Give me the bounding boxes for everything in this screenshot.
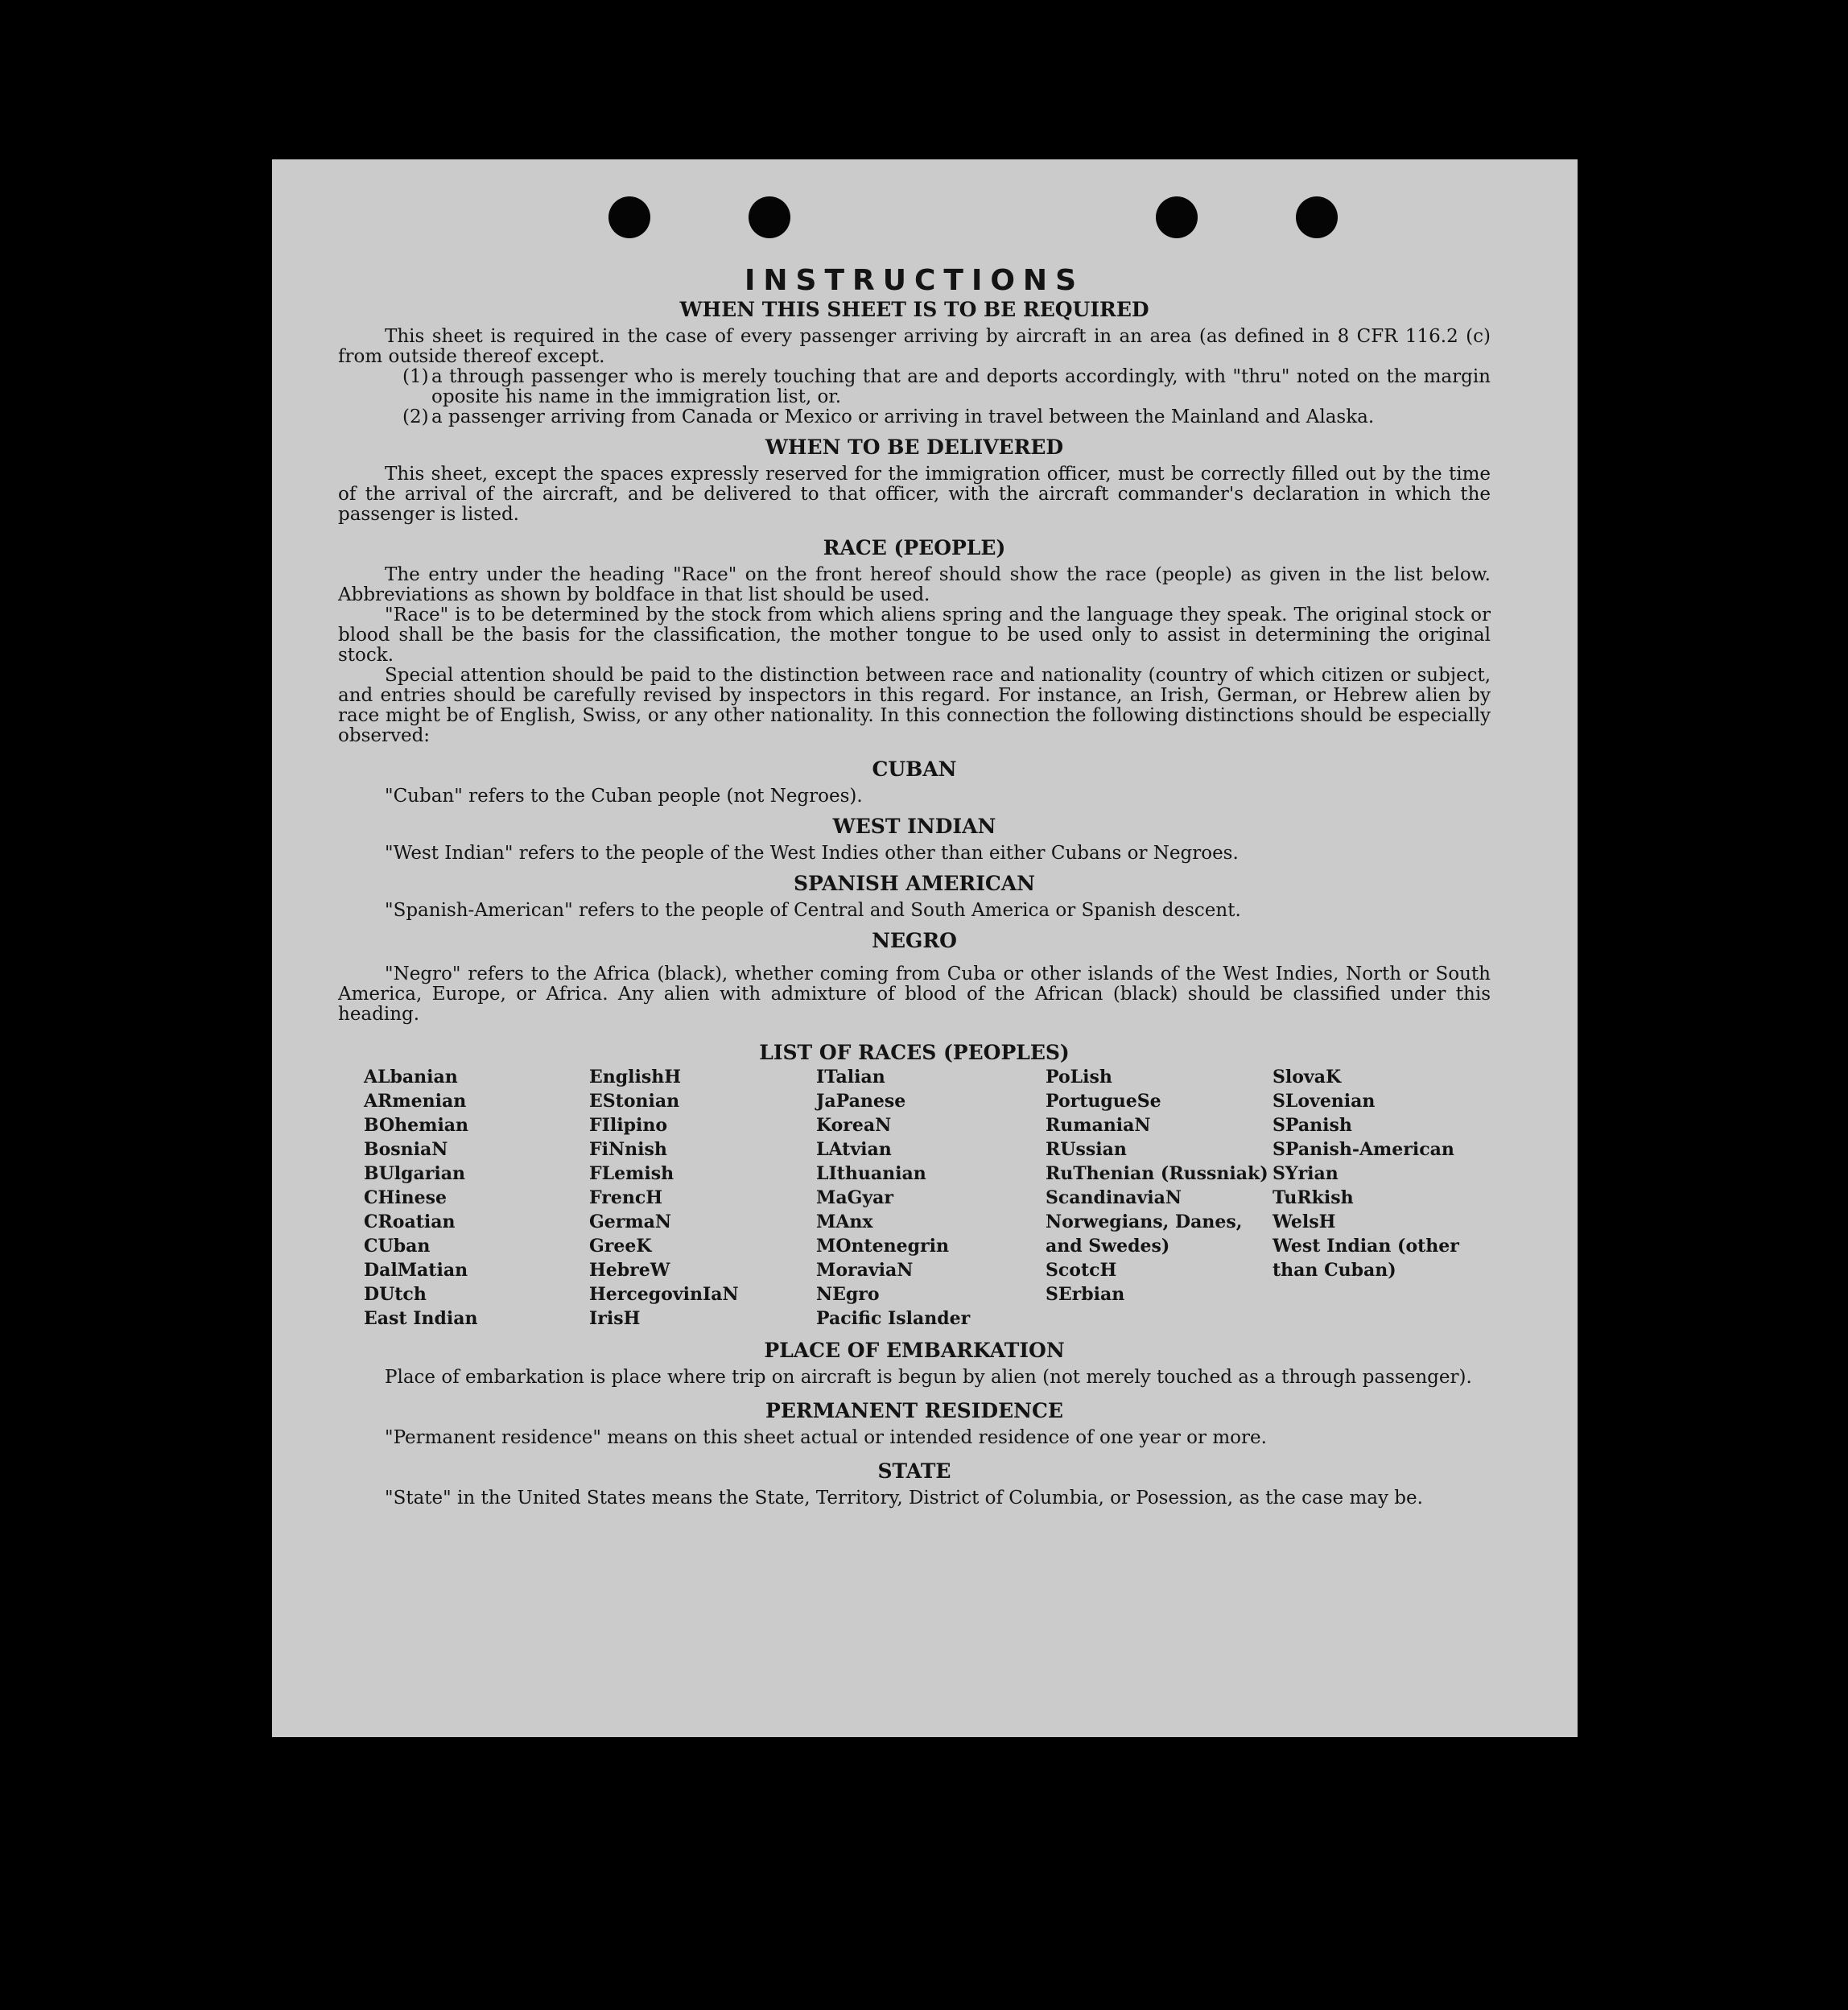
- race-entry: PoLish: [1046, 1067, 1112, 1088]
- race-entry: HebreW: [589, 1260, 670, 1281]
- races-column-5: [1273, 1065, 1482, 1331]
- heading-list-of-races: LIST OF RACES (PEOPLES): [759, 1041, 1070, 1064]
- exception-text: a through passenger who is merely touching that are and deports accordingly, with "thru" noted on the margin oposite his name in the immigration list, or.: [431, 366, 1491, 407]
- page-title: INSTRUCTIONS: [745, 264, 1084, 297]
- race-entry: JaPanese: [816, 1091, 906, 1112]
- heading-west-indian: WEST INDIAN: [832, 815, 996, 838]
- race-entry: SErbian: [1046, 1284, 1125, 1305]
- permanent-residence-text: "Permanent residence" means on this sheet actual or intended residence of one year or more.: [385, 1427, 1267, 1448]
- races-column-1: [364, 1065, 589, 1331]
- spanish-american-text: "Spanish-American" refers to the people of Central and South America or Spanish descent.: [385, 900, 1241, 921]
- race-entry: CUban: [364, 1236, 431, 1257]
- race-entry: West Indian (other than Cuban): [1273, 1236, 1459, 1281]
- race-entry: SLovenian: [1273, 1091, 1376, 1112]
- race-entry: ITalian: [816, 1067, 885, 1088]
- race-entry: BOhemian: [364, 1115, 469, 1136]
- heading-race: RACE (PEOPLE): [823, 536, 1006, 559]
- race-entry: MOntenegrin: [816, 1236, 949, 1257]
- race-entry: East Indian: [364, 1308, 478, 1329]
- race-entry: HercegovinIaN: [589, 1284, 739, 1305]
- race-entry: FIlipino: [589, 1115, 668, 1136]
- heading-when-required: WHEN THIS SHEET IS TO BE REQUIRED: [679, 298, 1149, 321]
- race-entry: SYrian: [1273, 1163, 1339, 1184]
- race-entry: ALbanian: [364, 1067, 458, 1088]
- race-entry: MAnx: [816, 1211, 873, 1232]
- heading-state: STATE: [877, 1459, 951, 1483]
- heading-when-delivered: WHEN TO BE DELIVERED: [765, 435, 1064, 459]
- exception-number: (2): [402, 407, 429, 427]
- punch-hole-3: [1156, 196, 1198, 238]
- race-entry: FLemish: [589, 1163, 674, 1184]
- race-entry: NEgro: [816, 1284, 880, 1305]
- race-entry: GermaN: [589, 1211, 672, 1232]
- exception-item-2: [338, 407, 1491, 427]
- race-entry: RUssian: [1046, 1139, 1127, 1160]
- race-entry: SlovaK: [1273, 1067, 1342, 1088]
- instructions-content: [338, 264, 1491, 1509]
- races-column-3: [816, 1065, 1046, 1331]
- punch-hole-4: [1296, 196, 1338, 238]
- race-entry: IrisH: [589, 1308, 641, 1329]
- race-entry: ScotcH: [1046, 1260, 1117, 1281]
- race-paragraph-2: "Race" is to be determined by the stock from which aliens spring and the language they speak. The original stock or blood shall be the basis for the classification, the mother tongue to be used only to assist in determining the original stock.: [338, 605, 1491, 666]
- race-entry: FrencH: [589, 1187, 662, 1208]
- race-entry: WelsH: [1273, 1211, 1336, 1232]
- race-entry: MoraviaN: [816, 1260, 914, 1281]
- heading-embarkation: PLACE OF EMBARKATION: [764, 1339, 1065, 1362]
- races-column-4: [1046, 1065, 1273, 1331]
- heading-negro: NEGRO: [872, 929, 957, 952]
- race-entry: SPanish: [1273, 1115, 1352, 1136]
- races-column-2: [589, 1065, 816, 1331]
- heading-cuban: CUBAN: [872, 757, 957, 781]
- race-entry: TuRkish: [1273, 1187, 1354, 1208]
- race-entry: RuThenian (Russniak): [1046, 1163, 1268, 1184]
- race-entry: KoreaN: [816, 1115, 892, 1136]
- exception-item-1: [338, 367, 1491, 407]
- heading-permanent-residence: PERMANENT RESIDENCE: [765, 1399, 1063, 1422]
- race-entry: DalMatian: [364, 1260, 468, 1281]
- cuban-text: "Cuban" refers to the Cuban people (not Negroes).: [385, 786, 863, 807]
- when-required-intro: This sheet is required in the case of every passenger arriving by aircraft in an area (as defined in 8 CFR 116.2 (c) from outside thereof except.: [338, 326, 1491, 367]
- embarkation-text: Place of embarkation is place where trip on aircraft is begun by alien (not merely touched as a through passenger).: [385, 1367, 1472, 1388]
- race-entry: EStonian: [589, 1091, 680, 1112]
- race-entry: SPanish-American: [1273, 1139, 1454, 1160]
- race-entry: FiNnish: [589, 1139, 667, 1160]
- race-entry: PortugueSe: [1046, 1091, 1161, 1112]
- race-entry: ARmenian: [364, 1091, 467, 1112]
- race-entry: BosniaN: [364, 1139, 448, 1160]
- race-entry: BUlgarian: [364, 1163, 465, 1184]
- race-entry: LAtvian: [816, 1139, 892, 1160]
- exception-text: a passenger arriving from Canada or Mexico or arriving in travel between the Mainland and Alaska.: [431, 407, 1375, 427]
- punch-hole-1: [608, 196, 650, 238]
- punch-hole-2: [749, 196, 790, 238]
- race-entry: CRoatian: [364, 1211, 456, 1232]
- heading-spanish-american: SPANISH AMERICAN: [793, 872, 1036, 895]
- race-paragraph-1: The entry under the heading "Race" on the front hereof should show the race (people) as given in the list below. Abbreviations as shown by boldface in that list should be used.: [338, 564, 1491, 605]
- race-entry: GreeK: [589, 1236, 652, 1257]
- west-indian-text: "West Indian" refers to the people of the West Indies other than either Cubans or Negroes.: [385, 843, 1239, 864]
- race-paragraph-3: Special attention should be paid to the distinction between race and nationality (country of which citizen or subject, and entries should be carefully revised by inspectors in this regard. For instance, an Irish, German, or Hebrew alien by race might be of English, Swiss, or any other nationality. In this connection the following distinctions should be especially observed:: [338, 665, 1491, 746]
- race-entry: DUtch: [364, 1284, 427, 1305]
- state-text: "State" in the United States means the State, Territory, District of Columbia, or Posession, as the case may be.: [385, 1488, 1423, 1509]
- race-entry: Pacific Islander: [816, 1308, 971, 1329]
- race-entry: RumaniaN: [1046, 1115, 1151, 1136]
- race-entry: EnglishH: [589, 1067, 682, 1088]
- negro-text: "Negro" refers to the Africa (black), whether coming from Cuba or other islands of the West Indies, North or South America, Europe, or Africa. Any alien with admixture of blood of the African (black) should be classified under this heading.: [338, 964, 1491, 1025]
- exception-number: (1): [402, 366, 429, 387]
- race-entry: ScandinaviaN Norwegians, Danes, and Swedes): [1046, 1187, 1243, 1257]
- race-entry: MaGyar: [816, 1187, 894, 1208]
- document-sheet: [272, 159, 1578, 1737]
- when-delivered-text: This sheet, except the spaces expressly reserved for the immigration officer, must be correctly filled out by the time of the arrival of the aircraft, and be delivered to that officer, with the aircraft commander's declaration in which the passenger is listed.: [338, 464, 1491, 525]
- race-entry: CHinese: [364, 1187, 448, 1208]
- race-entry: LIthuanian: [816, 1163, 926, 1184]
- races-table: [364, 1065, 1491, 1331]
